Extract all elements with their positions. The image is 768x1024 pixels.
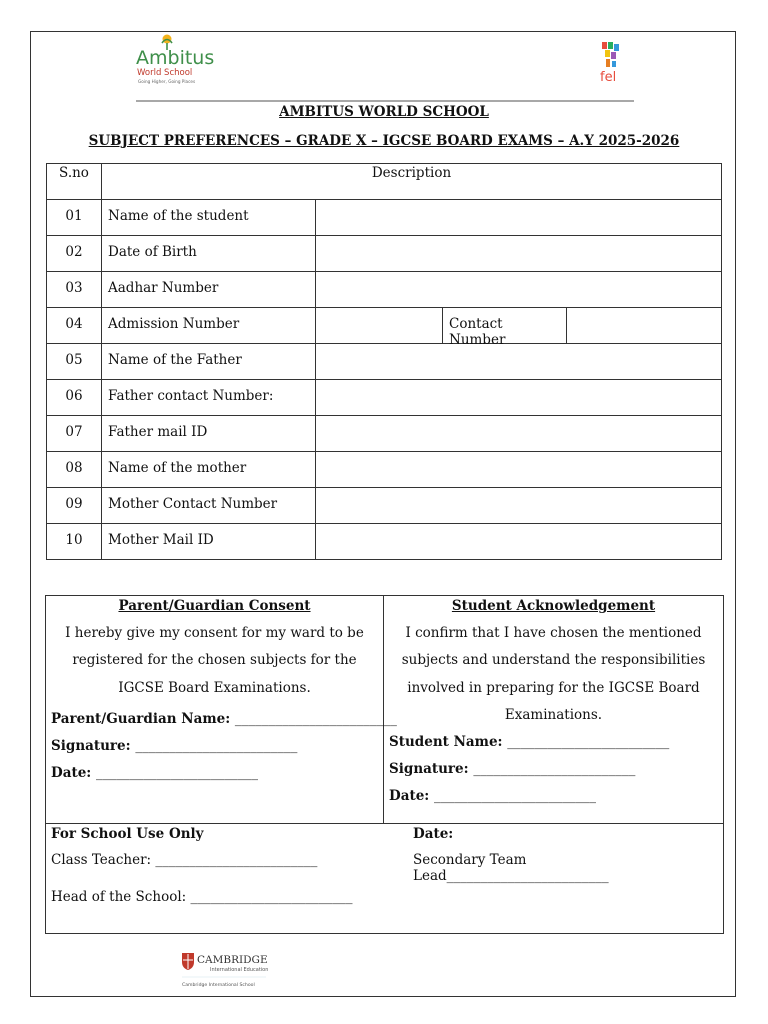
row-sno: 07 xyxy=(47,416,102,452)
parent-signature-field[interactable] xyxy=(46,733,383,760)
father-contact-field[interactable] xyxy=(316,380,722,416)
table-row xyxy=(47,308,722,344)
parent-consent-heading: Parent/Guardian Consent xyxy=(118,598,311,614)
table-row xyxy=(47,524,722,560)
row-sno: 03 xyxy=(47,272,102,308)
table-row xyxy=(47,452,722,488)
form-subtitle: SUBJECT PREFERENCES – GRADE X – IGCSE BOARD EXAMS – A.Y 2025-2026 xyxy=(88,133,680,149)
parent-signature-blank: ________________________ xyxy=(135,737,298,754)
mother-contact-field[interactable] xyxy=(316,488,722,524)
student-ack-heading: Student Acknowledgement xyxy=(451,598,656,614)
student-ack-text: I confirm that I have chosen the mentioned subjects and understand the responsibilities involved in preparing for the IGCSE Board Examinations. xyxy=(401,625,706,723)
mother-name-field[interactable] xyxy=(316,452,722,488)
row-label: Mother Contact Number xyxy=(102,488,316,524)
parent-date-field[interactable] xyxy=(46,760,383,787)
header-rule xyxy=(136,100,634,102)
contact-number-field[interactable] xyxy=(567,308,721,343)
row-sno: 02 xyxy=(47,236,102,272)
parent-signature-label: Signature: xyxy=(51,737,131,754)
school-title: AMBITUS WORLD SCHOOL xyxy=(279,104,489,120)
fel-logo-icon xyxy=(596,40,626,86)
row-sno: 04 xyxy=(47,308,102,344)
student-date-label: Date: xyxy=(389,788,430,805)
row-label: Mother Mail ID xyxy=(102,524,316,560)
student-details-table xyxy=(46,163,722,560)
row-label: Admission Number xyxy=(102,308,316,344)
row-sno: 05 xyxy=(47,344,102,380)
student-date-field[interactable] xyxy=(384,783,723,810)
row-label: Name of the mother xyxy=(102,452,316,488)
mother-mail-field[interactable] xyxy=(316,524,722,560)
row-label: Father mail ID xyxy=(102,416,316,452)
ambitus-logo-name: Ambitus xyxy=(136,47,214,69)
sno-header: S.no xyxy=(47,164,102,200)
row-sno: 10 xyxy=(47,524,102,560)
student-name-field[interactable] xyxy=(316,200,722,236)
description-header: Description xyxy=(102,164,722,200)
cambridge-logo-line2: International Education xyxy=(210,967,269,973)
parent-date-blank: ________________________ xyxy=(95,764,258,781)
ambitus-logo-tagline: Going Higher, Going Places xyxy=(138,79,196,84)
ambitus-logo-icon xyxy=(134,33,214,89)
table-row xyxy=(47,488,722,524)
father-name-field[interactable] xyxy=(316,344,722,380)
parent-name-label: Parent/Guardian Name: xyxy=(51,710,231,727)
aadhar-number-field[interactable] xyxy=(316,272,722,308)
parent-consent-text: I hereby give my consent for my ward to be registered for the chosen subjects for the IGCSE Board Examinations. xyxy=(65,625,364,696)
head-of-school-field[interactable]: Head of the School: ________________________ xyxy=(51,889,353,905)
row-sno: 08 xyxy=(47,452,102,488)
contact-number-label: Contact Number xyxy=(443,308,567,343)
parent-consent-section xyxy=(46,596,397,787)
ambitus-logo-line2: World School xyxy=(137,68,193,78)
parent-date-label: Date: xyxy=(51,764,92,781)
date-of-birth-field[interactable] xyxy=(316,236,722,272)
student-signature-label: Signature: xyxy=(389,761,469,778)
row-sno: 06 xyxy=(47,380,102,416)
consent-box xyxy=(45,595,724,934)
student-ack-section xyxy=(384,596,723,810)
table-row xyxy=(47,344,722,380)
table-header-row xyxy=(47,164,722,200)
student-signature-blank: ________________________ xyxy=(473,761,636,778)
table-row xyxy=(47,272,722,308)
row-label: Name of the Father xyxy=(102,344,316,380)
student-name-blank: ________________________ xyxy=(507,734,670,751)
table-row xyxy=(47,416,722,452)
fel-logo-name: fel xyxy=(600,70,617,85)
contact-number-cell xyxy=(443,308,722,348)
student-signature-field[interactable] xyxy=(384,756,723,783)
table-row xyxy=(47,236,722,272)
cambridge-logo-name: CAMBRIDGE xyxy=(197,954,268,966)
table-row xyxy=(47,200,722,236)
student-name-label: Student Name: xyxy=(389,734,503,751)
student-name-sign-field[interactable] xyxy=(384,729,723,756)
team-lead-field[interactable]: Secondary Team Lead________________________ xyxy=(413,852,609,884)
row-label: Father contact Number: xyxy=(102,380,316,416)
class-teacher-field[interactable]: Class Teacher: ________________________ xyxy=(51,852,318,868)
parent-name-field[interactable] xyxy=(46,706,397,733)
row-label: Name of the student xyxy=(102,200,316,236)
row-sno: 09 xyxy=(47,488,102,524)
student-date-blank: ________________________ xyxy=(433,788,596,805)
cambridge-shield-icon xyxy=(180,950,280,990)
father-mail-field[interactable] xyxy=(316,416,722,452)
cambridge-logo-line3: Cambridge International School xyxy=(182,983,255,988)
school-use-date[interactable]: Date: xyxy=(413,826,454,842)
row-label: Date of Birth xyxy=(102,236,316,272)
parent-name-blank: ________________________ xyxy=(234,710,397,727)
admission-number-field[interactable] xyxy=(316,308,443,344)
table-row xyxy=(47,380,722,416)
row-label: Aadhar Number xyxy=(102,272,316,308)
school-use-heading: For School Use Only xyxy=(51,826,204,842)
row-sno: 01 xyxy=(47,200,102,236)
